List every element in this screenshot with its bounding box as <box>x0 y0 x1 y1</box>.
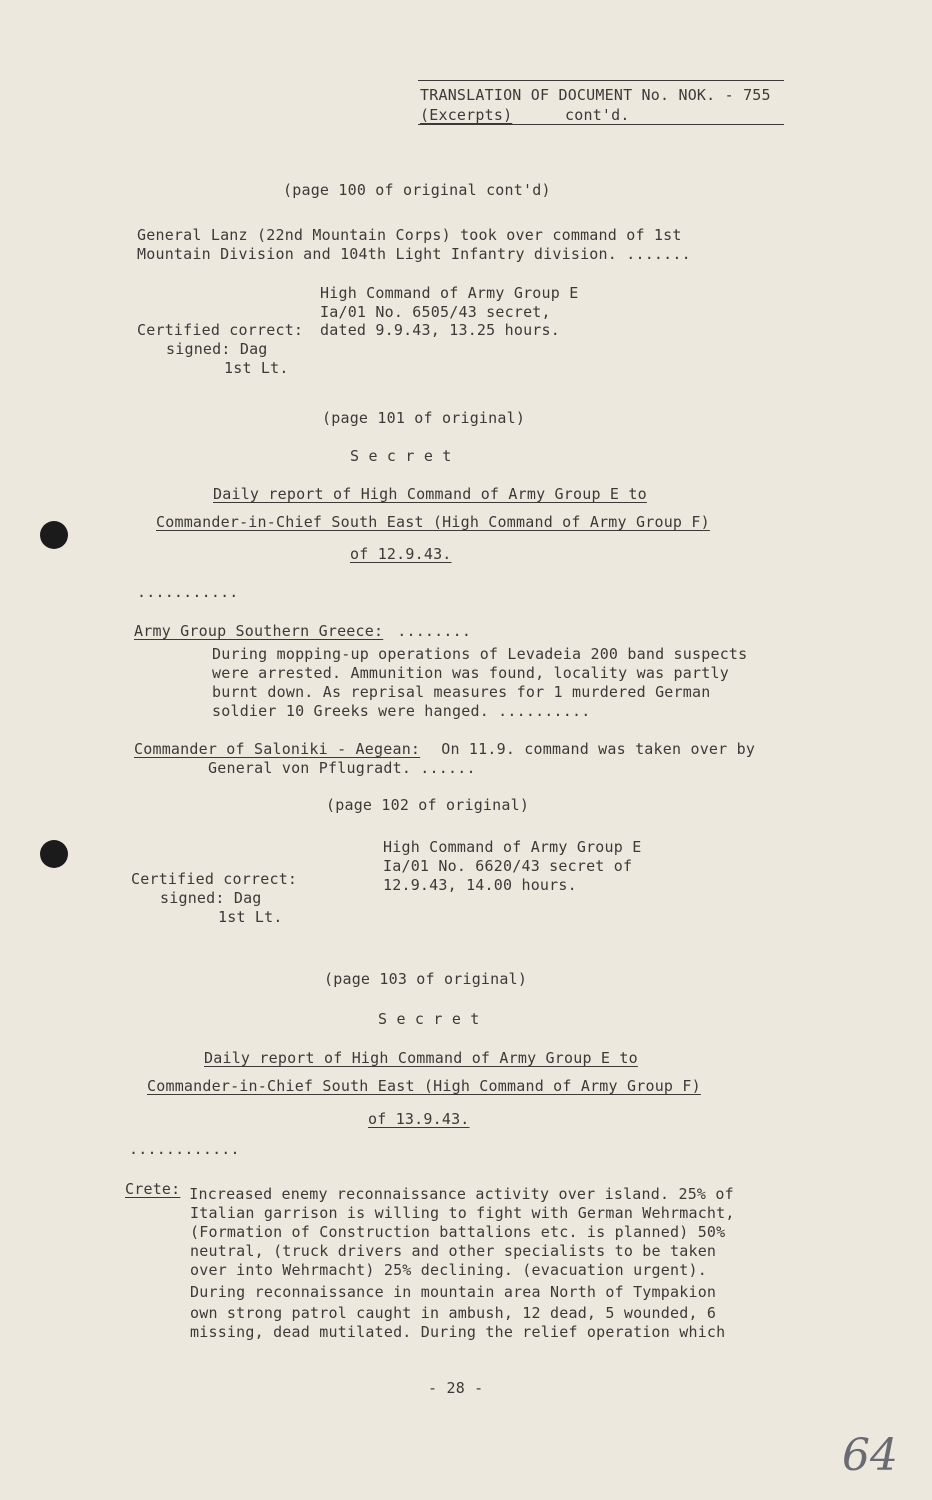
handwritten-folio-number: 64 <box>842 1430 898 1481</box>
continued-label: cont'd. <box>565 106 630 124</box>
report-title-line: Commander-in-Chief South East (High Command of Army Group F) <box>147 1077 701 1095</box>
page-note-101: (page 101 of original) <box>322 409 526 427</box>
paragraph-line: Mountain Division and 104th Light Infantry division. ....... <box>137 245 691 263</box>
crete-label: Crete: <box>125 1180 181 1198</box>
paragraph-line: own strong patrol caught in ambush, 12 dead, 5 wounded, 6 <box>190 1304 717 1322</box>
paragraph-line: Italian garrison is willing to fight with German Wehrmacht, <box>190 1204 735 1222</box>
page-note-100: (page 100 of original cont'd) <box>283 181 551 199</box>
paragraph-line: During mopping-up operations of Levadeia 200 band suspects <box>212 645 748 663</box>
page-note-102: (page 102 of original) <box>326 796 530 814</box>
punch-hole-bottom <box>40 840 68 868</box>
secret-heading: S e c r e t <box>378 1010 480 1028</box>
page-number: - 28 - <box>428 1379 484 1397</box>
report-title-line: of 12.9.43. <box>350 545 452 563</box>
punch-hole-top <box>40 521 68 549</box>
rank-line: 1st Lt. <box>224 359 289 377</box>
certified-label: Certified correct: <box>131 870 298 888</box>
report-title-line: of 13.9.43. <box>368 1110 470 1128</box>
paragraph-line: missing, dead mutilated. During the relief operation which <box>190 1323 726 1341</box>
paragraph-line: General Lanz (22nd Mountain Corps) took over command of 1st <box>137 226 682 244</box>
rank-line: 1st Lt. <box>218 908 283 926</box>
reference-line: High Command of Army Group E <box>383 838 642 856</box>
ellipsis-line: ........... <box>137 583 239 601</box>
paragraph-line: burnt down. As reprisal measures for 1 murdered German <box>212 683 711 701</box>
paragraph-line: During reconnaissance in mountain area North of Tympakion <box>190 1283 717 1301</box>
certified-label: Certified correct: <box>137 321 304 339</box>
salonika-label: Commander of Saloniki - Aegean: <box>134 740 421 758</box>
reference-line: Ia/01 No. 6505/43 secret, <box>320 303 551 321</box>
greece-label: Army Group Southern Greece: <box>134 622 384 640</box>
secret-heading: S e c r e t <box>350 447 452 465</box>
paragraph-line: neutral, (truck drivers and other specialists to be taken <box>190 1242 717 1260</box>
page-note-103: (page 103 of original) <box>324 970 528 988</box>
paragraph-line: soldier 10 Greeks were hanged. .......... <box>212 702 591 720</box>
paragraph-line: General von Pflugradt. ...... <box>208 759 476 777</box>
header-top-rule <box>418 80 784 81</box>
report-title-line: Daily report of High Command of Army Group E to <box>213 485 647 503</box>
paragraph-line: Increased enemy reconnaissance activity over island. 25% of <box>180 1185 734 1203</box>
signature-line: signed: Dag <box>166 340 268 358</box>
reference-line: Ia/01 No. 6620/43 secret of <box>383 857 633 875</box>
report-title-line: Daily report of High Command of Army Group E to <box>204 1049 638 1067</box>
paragraph-line: were arrested. Ammunition was found, locality was partly <box>212 664 729 682</box>
ellipsis-line: ............ <box>129 1140 240 1158</box>
signature-line: signed: Dag <box>160 889 262 907</box>
greece-dots: ........ <box>388 622 472 640</box>
reference-line: dated 9.9.43, 13.25 hours. <box>320 321 560 339</box>
reference-line: 12.9.43, 14.00 hours. <box>383 876 577 894</box>
header-bottom-rule <box>418 124 784 125</box>
report-title-line: Commander-in-Chief South East (High Command of Army Group F) <box>156 513 710 531</box>
excerpts-label: (Excerpts) <box>420 106 513 124</box>
paragraph-line: over into Wehrmacht) 25% declining. (evacuation urgent). <box>190 1261 707 1279</box>
paragraph-line: On 11.9. command was taken over by <box>432 740 756 758</box>
document-title: TRANSLATION OF DOCUMENT No. NOK. - 755 <box>420 86 771 104</box>
paragraph-line: (Formation of Construction battalions etc. is planned) 50% <box>190 1223 726 1241</box>
reference-line: High Command of Army Group E <box>320 284 579 302</box>
